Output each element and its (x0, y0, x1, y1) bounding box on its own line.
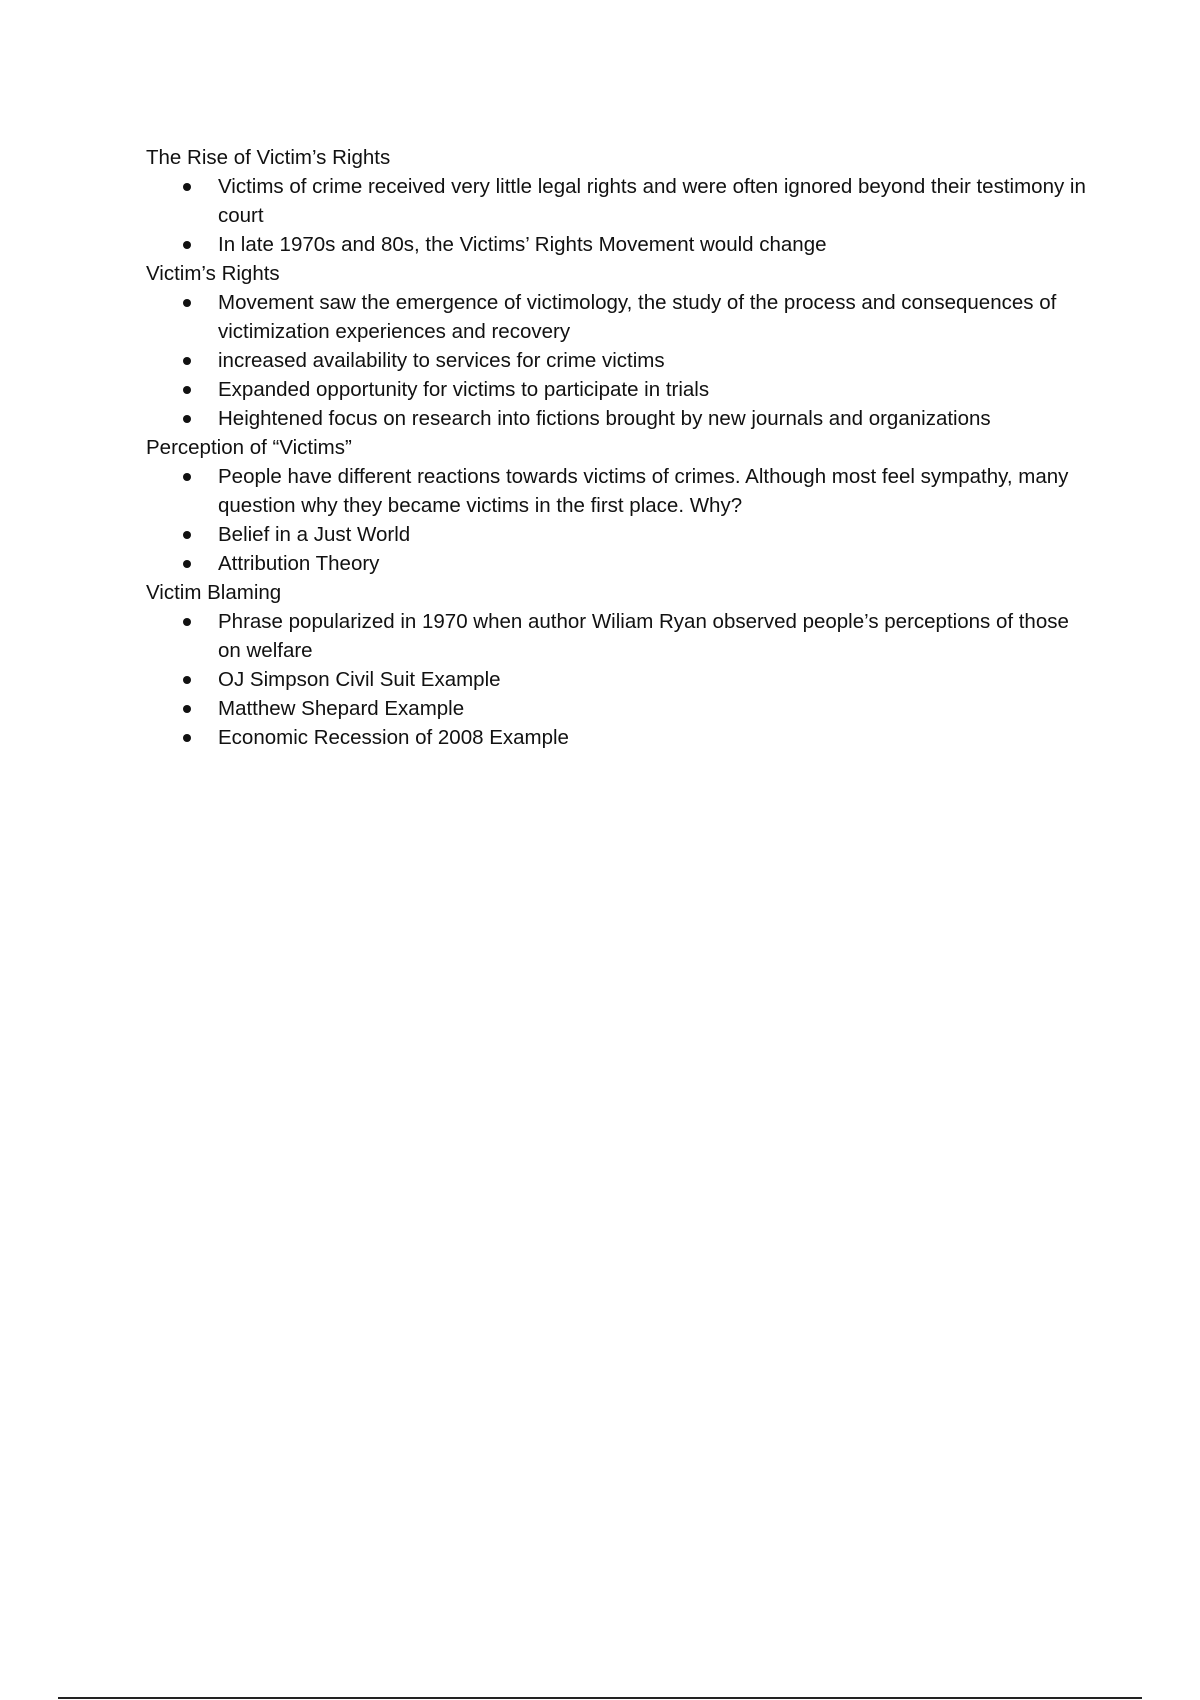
list-item (218, 694, 1086, 723)
bullet-icon (183, 676, 191, 684)
section-heading: The Rise of Victim’s Rights (146, 146, 391, 169)
bullet-icon (183, 618, 191, 626)
bullet-list (146, 462, 1086, 578)
list-item (218, 723, 1086, 752)
bullet-icon (183, 734, 191, 742)
bullet-icon (183, 415, 191, 423)
list-item-text: Heightened focus on research into fictions brought by new journals and organizations (218, 407, 991, 430)
list-item (218, 230, 1086, 259)
bullet-icon (183, 299, 191, 307)
list-item-text: Movement saw the emergence of victimology, the study of the process and consequences of victimization experiences and recovery (218, 291, 1057, 343)
section-victim-blaming (146, 578, 1086, 752)
list-item-text: increased availability to services for crime victims (218, 349, 665, 372)
section-victims-rights (146, 259, 1086, 433)
section-heading: Victim Blaming (146, 581, 282, 604)
bullet-icon (183, 560, 191, 568)
section-heading: Perception of “Victims” (146, 436, 352, 459)
document-body (146, 143, 1086, 752)
bullet-icon (183, 241, 191, 249)
bullet-icon (183, 705, 191, 713)
list-item (218, 462, 1086, 520)
list-item-text: Victims of crime received very little legal rights and were often ignored beyond their testimony in court (218, 175, 1086, 227)
bullet-list (146, 288, 1086, 433)
list-item-text: Expanded opportunity for victims to participate in trials (218, 378, 710, 401)
list-item (218, 346, 1086, 375)
bullet-icon (183, 386, 191, 394)
bullet-icon (183, 531, 191, 539)
bullet-icon (183, 183, 191, 191)
list-item (218, 375, 1086, 404)
list-item-text: OJ Simpson Civil Suit Example (218, 668, 501, 691)
list-item-text: People have different reactions towards victims of crimes. Although most feel sympathy, many question why they became victims in the first place. Why? (218, 465, 1069, 517)
list-item-text: Belief in a Just World (218, 523, 411, 546)
list-item-text: Attribution Theory (218, 552, 380, 575)
bullet-list (146, 607, 1086, 752)
list-item (218, 288, 1086, 346)
section-heading: Victim’s Rights (146, 262, 280, 285)
section-rise-of-victims-rights (146, 143, 1086, 259)
bullet-list (146, 172, 1086, 259)
page-bottom-divider (58, 1697, 1142, 1699)
list-item-text: Phrase popularized in 1970 when author Wiliam Ryan observed people’s perceptions of those on welfare (218, 610, 1069, 662)
bullet-icon (183, 473, 191, 481)
list-item-text: Economic Recession of 2008 Example (218, 726, 569, 749)
list-item (218, 520, 1086, 549)
list-item-text: Matthew Shepard Example (218, 697, 465, 720)
list-item (218, 549, 1086, 578)
list-item-text: In late 1970s and 80s, the Victims’ Rights Movement would change (218, 233, 827, 256)
list-item (218, 665, 1086, 694)
list-item (218, 404, 1086, 433)
bullet-icon (183, 357, 191, 365)
list-item (218, 607, 1086, 665)
list-item (218, 172, 1086, 230)
section-perception-of-victims (146, 433, 1086, 578)
